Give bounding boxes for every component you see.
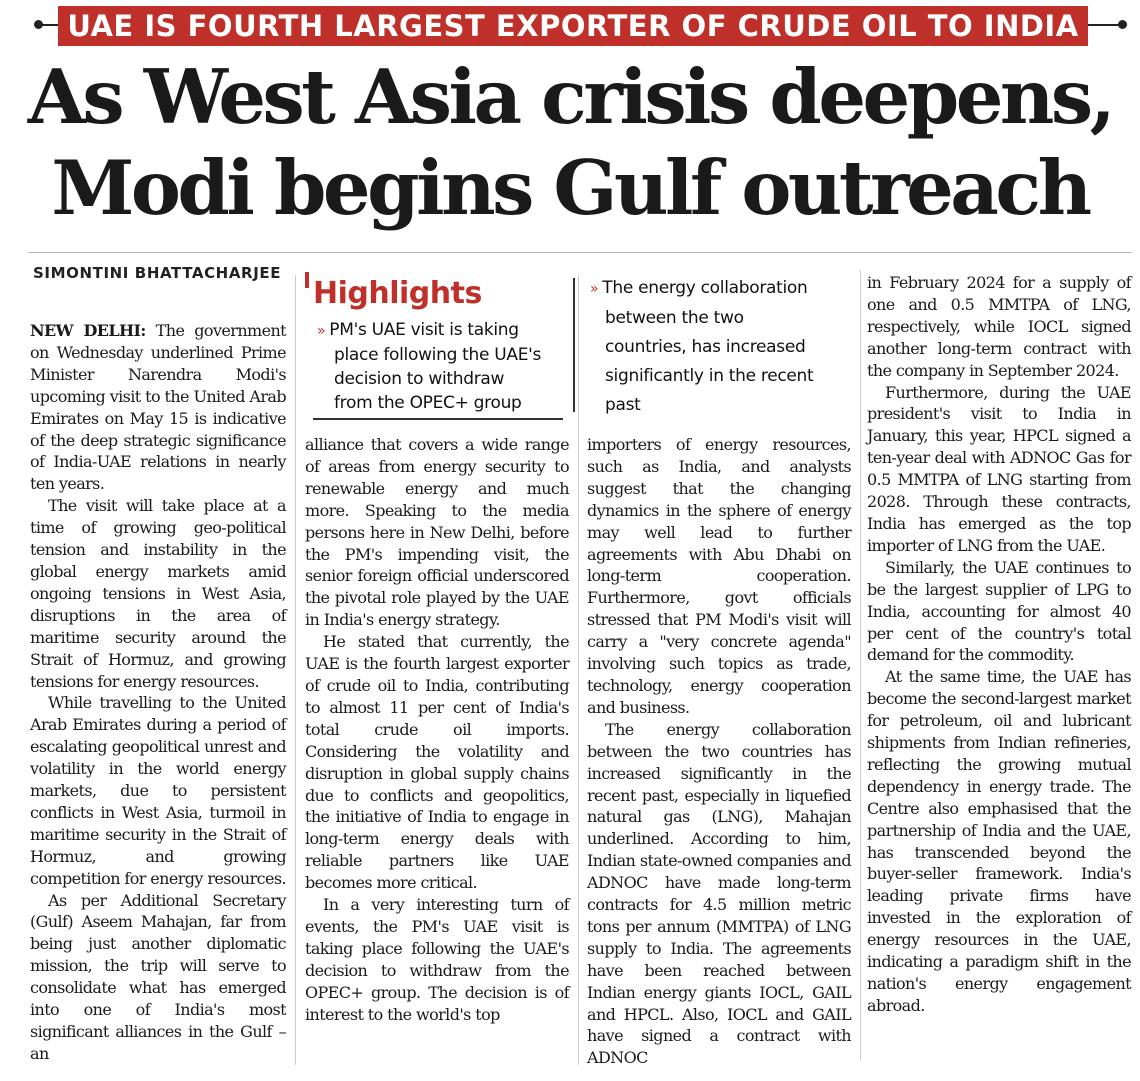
highlight-line: from the OPEC+ group	[334, 393, 522, 413]
highlight-item-2	[590, 274, 860, 420]
dateline: NEW DELHI:	[30, 321, 146, 340]
kicker-banner: UAE IS FOURTH LARGEST EXPORTER OF CRUDE OIL TO INDIA	[58, 6, 1088, 46]
paragraph: At the same time, the UAE has become the second-largest market for petroleum, oil and lubricant shipments from Indian refineries, reflecting the growing mutual dependency in energy trade. The Centre also emphasised that the partnership of India and the UAE, has transcended beyond the buyer-seller framework. India's leading private firms have invested in the exploration of energy resources in the UAE, indicating a paradigm shift in the nation's energy engagement abroad.	[867, 667, 1131, 1015]
column-separator	[295, 275, 296, 1065]
kicker-dot-left	[34, 20, 43, 29]
paragraph: alliance that covers a wide range of areas from energy security to renewable energy and much more. Speaking to the media persons here in New Delhi, before the PM's impending visit, the senior foreign official underscored the pivotal role played by the UAE in India's energy strategy.	[305, 435, 569, 630]
paragraph: importers of energy resources, such as India, and analysts suggest that the changing dynamics in the sphere of energy may well lead to further agreements with Abu Dhabi on long-term cooperation. Furthermore, govt officials stressed that PM Modi's visit will carry a "very concrete agenda" involving such topics as trade, technology, energy cooperation and business.	[587, 435, 851, 717]
highlight-item-1	[317, 318, 569, 415]
highlights-accent-bar	[305, 272, 309, 288]
paragraph: As per Additional Secretary (Gulf) Aseem Mahajan, far from being just another diplomatic mission, the trip will serve to consolidate what has emerged into one of India's most significant alliances in the Gulf – an	[30, 890, 286, 1063]
paragraph: While travelling to the United Arab Emirates during a period of escalating geopolitical unrest and volatility in the world energy markets, due to persistent conflicts in West Asia, turmoil in maritime security in the Strait of Hormuz, and growing competition for energy resources.	[30, 693, 286, 888]
paragraph: The visit will take place at a time of growing geo-political tension and instability in the global energy markets amid ongoing tensions in West Asia, disruptions in the area of maritime security around the Strait of Hormuz, and growing tensions for energy resources.	[30, 496, 286, 691]
column-separator	[578, 275, 579, 1065]
byline: SIMONTINI BHATTACHARJEE	[33, 264, 282, 282]
article-column-3	[587, 434, 851, 1069]
paragraph: in February 2024 for a supply of one and 0.5 MMTPA of LNG, respectively, while IOCL signed another long-term contract with the company in September 2024.	[867, 273, 1131, 380]
highlight-line: decision to withdraw	[334, 369, 505, 389]
highlight-line: significantly in the recent	[605, 366, 814, 386]
paragraph-text: The government on Wednesday underlined Prime Minister Narendra Modi's upcoming visit to the United Arab Emirates on May 15 is indicative of the deep strategic significance of India-UAE relations in nearly ten years.	[30, 321, 286, 494]
paragraph: The energy collaboration between the two countries has increased significantly in the recent past, especially in liquefied natural gas (LNG), Mahajan underlined. According to him, Indian state-owned companies and ADNOC have made long-term contracts for 4.5 million metric tons per annum (MMTPA) of LNG supply to India. The agreements have been reached between Indian energy giants IOCL, GAIL and HPCL. Also, IOCL and GAIL have signed a contract with ADNOC	[587, 719, 851, 1068]
highlight-line: countries, has increased	[605, 337, 806, 357]
paragraph: Furthermore, during the UAE president's visit to India in January, this year, HPCL signed a ten-year deal with ADNOC Gas for 0.5 MMTPA of LNG starting from 2028. Through these contracts, India has emerged as the top importer of LNG from the UAE.	[867, 382, 1131, 555]
headline	[0, 52, 1140, 234]
highlights-divider	[573, 278, 575, 412]
highlight-line: PM's UAE visit is taking	[329, 320, 519, 340]
article-column-4	[867, 272, 1131, 1017]
article-column-1	[30, 320, 286, 1065]
kicker-dot-right	[1118, 20, 1127, 29]
highlight-line: between the two	[605, 308, 744, 328]
headline-line-1: As West Asia crisis deepens,	[27, 53, 1113, 141]
highlights-rule	[313, 418, 563, 420]
highlight-line: past	[605, 395, 641, 415]
headline-line-2: Modi begins Gulf outreach	[51, 144, 1089, 232]
paragraph: He stated that currently, the UAE is the fourth largest exporter of crude oil to India, contributing to almost 11 per cent of India's total crude oil imports. Considering the volatility and disruption in global supply chains due to conflicts and geopolitics, the initiative of India to engage in long-term energy deals with reliable partners like UAE becomes more critical.	[305, 632, 569, 893]
chevron-right-icon: »	[317, 323, 326, 339]
column-separator	[860, 270, 861, 1060]
divider	[28, 252, 1132, 253]
paragraph	[30, 320, 286, 495]
highlights-title: Highlights	[313, 276, 482, 311]
article-column-2	[305, 434, 569, 1025]
paragraph: In a very interesting turn of events, the PM's UAE visit is taking place following the UAE's decision to withdraw from the OPEC+ group. The decision is of interest to the world's top	[305, 895, 569, 1024]
highlight-line: place following the UAE's	[334, 345, 542, 365]
highlight-line: The energy collaboration	[602, 278, 808, 298]
chevron-right-icon: »	[590, 281, 599, 297]
paragraph: Similarly, the UAE continues to be the largest supplier of LPG to India, accounting for almost 40 per cent of the country's total demand for the commodity.	[867, 557, 1131, 665]
